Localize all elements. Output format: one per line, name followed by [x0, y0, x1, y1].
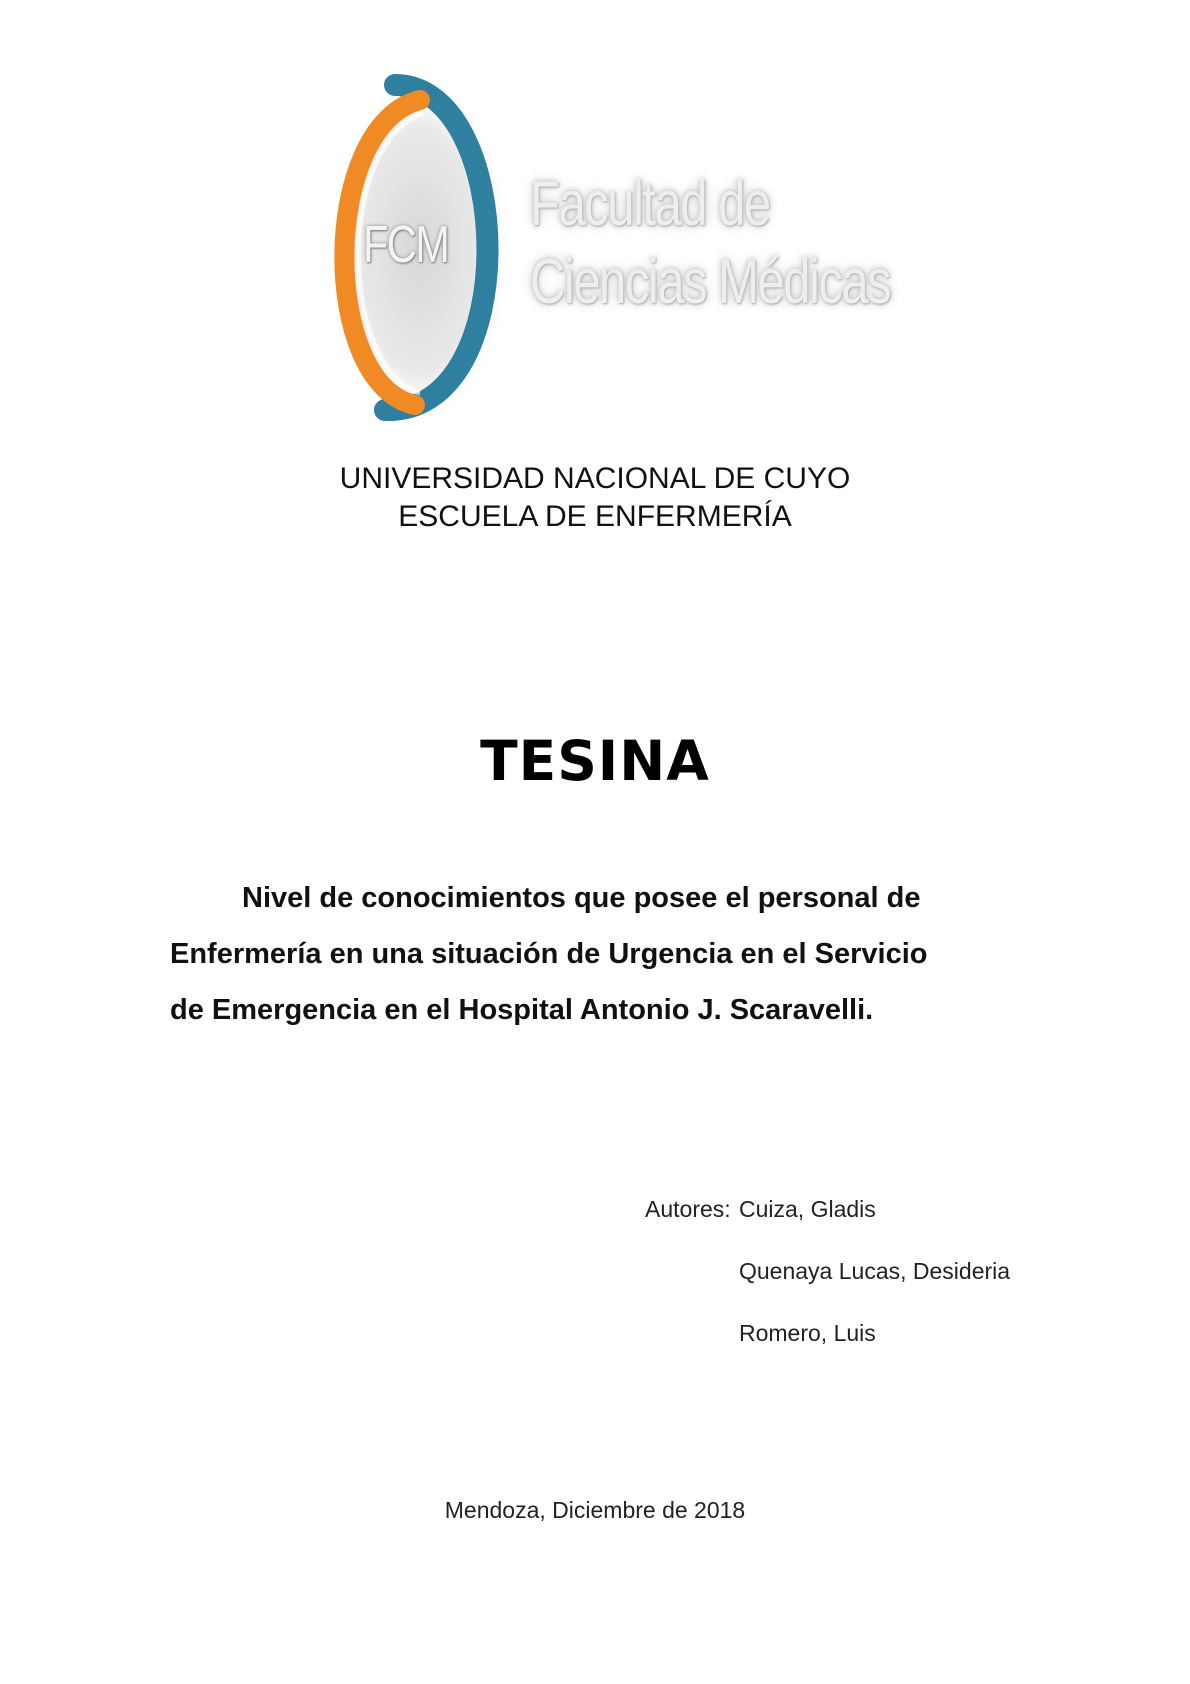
school-name: ESCUELA DE ENFERMERÍA: [398, 500, 792, 533]
logo-monogram: FCM: [363, 216, 449, 274]
author-row: [645, 1240, 1010, 1302]
place-and-date: Mendoza, Diciembre de 2018: [444, 1497, 746, 1523]
authors-label: Autores:: [645, 1196, 731, 1222]
logo-name-line-1: Facultad de: [530, 169, 770, 239]
thesis-subject: [170, 870, 1030, 1038]
author-name: Quenaya Lucas, Desideria: [739, 1258, 1011, 1284]
author-name: Romero, Luis: [739, 1320, 876, 1346]
author-row: [645, 1302, 1010, 1364]
subject-line-3: de Emergencia en el Hospital Antonio J. Scaravelli.: [170, 994, 874, 1026]
subject-line-1: Nivel de conocimientos que posee el personal de: [242, 882, 921, 914]
author-row: [645, 1178, 1010, 1240]
university-name: UNIVERSIDAD NACIONAL DE CUYO: [339, 462, 851, 495]
authors-block: [645, 1178, 1010, 1364]
document-type-title: TESINA: [480, 729, 710, 793]
institution-header: [0, 460, 1190, 536]
subject-line-2: Enfermería en una situación de Urgencia en el Servicio: [170, 938, 928, 970]
author-name: Cuiza, Gladis: [739, 1196, 876, 1222]
logo-name-line-2: Ciencias Médicas: [530, 247, 891, 317]
faculty-logo: [325, 65, 891, 435]
logo-faculty-name: [530, 165, 891, 321]
